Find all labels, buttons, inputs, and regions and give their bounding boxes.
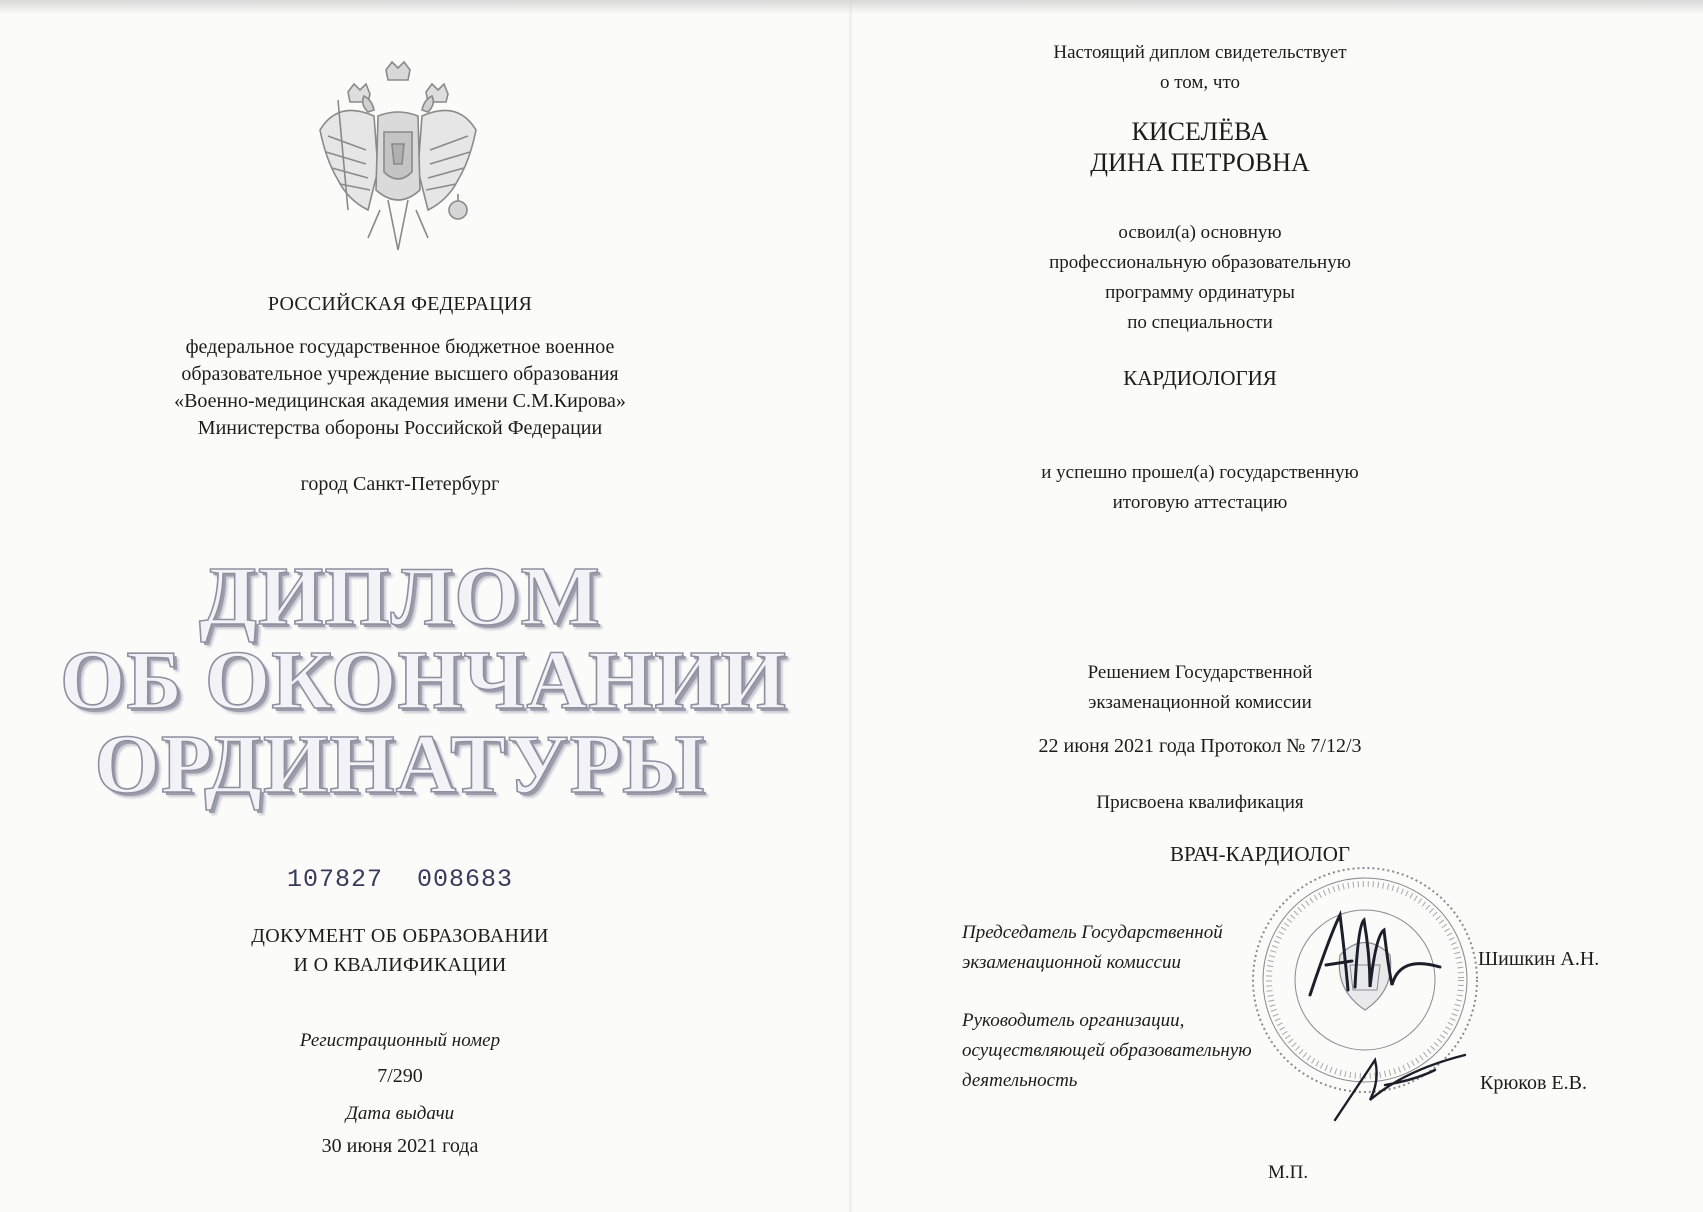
organization-line-1: федеральное государственное бюджетное военное [185,336,615,358]
organization-line-3: «Военно-медицинская академия имени С.М.Кирова» [174,390,626,412]
document-type-line-2: И О КВАЛИФИКАЦИИ [293,954,507,976]
organization-line-4: Министерства обороны Российской Федерации [197,417,603,439]
commission-decision: 22 июня 2021 года Протокол № 7/12/3 [1038,735,1362,757]
registration-number: 7/290 [377,1065,423,1087]
program-line-4: по специальности [1127,312,1273,333]
program-line-2: профессиональную образовательную [1049,252,1351,273]
chairman-name: Шишкин А.Н. [1478,948,1600,970]
head-label-line-3: деятельность [962,1070,1078,1091]
issue-date: 30 июня 2021 года [321,1135,479,1157]
head-label-line-2: осуществляющей образовательную [962,1040,1252,1061]
attestation-line-2: итоговую аттестацию [1112,492,1288,513]
chairman-label-line-2: экзаменационной комиссии [962,952,1181,973]
country-name: РОССИЙСКАЯ ФЕДЕРАЦИЯ [267,293,533,315]
organization-line-2: образовательное учреждение высшего образования [181,363,619,385]
scan-top-shadow [0,0,1703,14]
head-label-line-1: Руководитель организации, [962,1010,1185,1031]
issue-date-label: Дата выдачи [345,1103,455,1124]
program-line-3: программу ординатуры [1105,282,1295,303]
specialty: КАРДИОЛОГИЯ [1123,366,1277,390]
commission-line-2: экзаменационной комиссии [1088,692,1312,713]
diploma-title-line-3: ОРДИНАТУРЫ [94,718,706,811]
graduate-surname: КИСЕЛЁВА [1131,117,1269,146]
coat-of-arms-icon [308,60,488,260]
intro-line-1: Настоящий диплом свидетельствует [1053,42,1347,63]
diploma-title-line-2: ОБ ОКОНЧАНИИ [60,634,788,727]
document-type-line-1: ДОКУМЕНТ ОБ ОБРАЗОВАНИИ [251,925,549,947]
chairman-label-line-1: Председатель Государственной [962,922,1223,943]
registration-number-label: Регистрационный номер [299,1030,501,1051]
serial-number: 107827 008683 [286,865,514,894]
qualification: ВРАЧ-КАРДИОЛОГ [1169,842,1351,866]
page-fold [849,0,852,1212]
city-name: город Санкт-Петербург [300,473,500,495]
commission-line-1: Решением Государственной [1087,662,1313,683]
round-seal-stamp-icon [1245,860,1485,1100]
qualification-label: Присвоена квалификация [1096,792,1304,813]
head-name: Крюков Е.В. [1480,1072,1587,1094]
attestation-line-1: и успешно прошел(а) государственную [1041,462,1359,483]
diploma-title-line-1: ДИПЛОМ [199,550,601,643]
program-line-1: освоил(а) основную [1118,222,1282,243]
intro-line-2: о том, что [1159,72,1241,93]
seal-place-mark: М.П. [1268,1162,1309,1183]
graduate-given-names: ДИНА ПЕТРОВНА [1090,148,1310,177]
